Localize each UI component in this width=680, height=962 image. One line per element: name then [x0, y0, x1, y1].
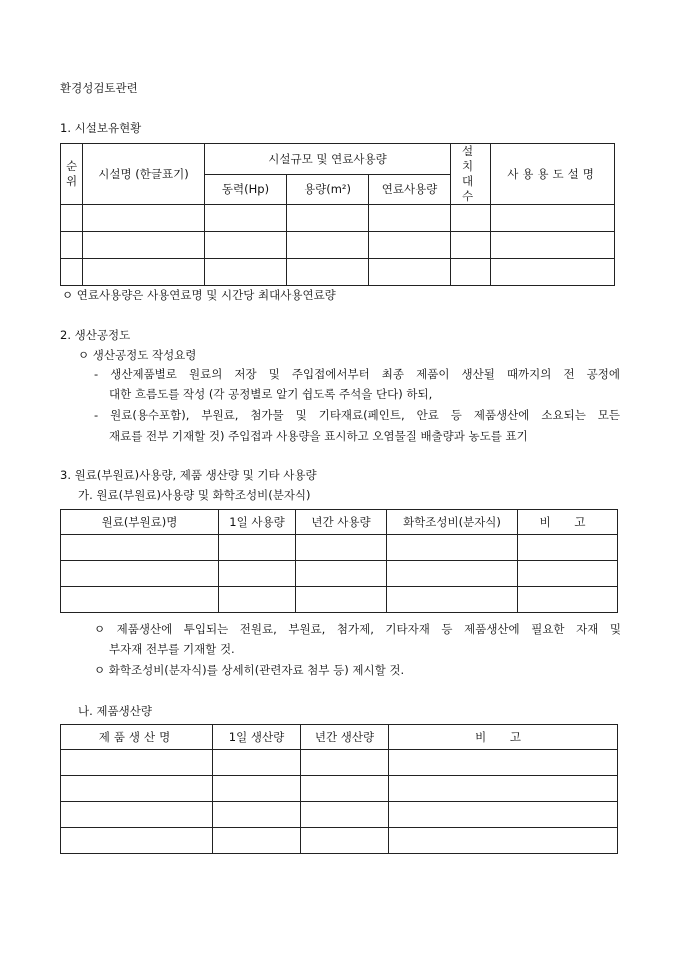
table-row — [61, 535, 618, 561]
table-row — [61, 258, 615, 285]
col-header-purpose: 사용용도설명 — [491, 144, 615, 205]
section2-sub: ㅇ 생산공정도 작성요령 — [78, 348, 197, 362]
section2-title: 2. 생산공정도 — [60, 328, 131, 342]
page-header: 환경성검토관련 — [60, 81, 138, 95]
table-row — [61, 561, 618, 587]
col-header-fuel: 연료사용량 — [369, 174, 451, 204]
product-table — [60, 724, 618, 854]
col-header-remarks: 비 고 — [518, 510, 618, 535]
process-item2-line2: 재료를 전부 기재할 것) 주입접과 사용량을 표시하고 오염물질 배출량과 농도를 표기 — [109, 429, 528, 443]
col-header-install-count: 설치대수 — [451, 144, 491, 205]
section3-sub-a: 가. 원료(부원료)사용량 및 화학조성비(분자식) — [78, 488, 311, 502]
col-header-chem-ratio: 화학조성비(분자식) — [387, 510, 518, 535]
material-table — [60, 509, 618, 613]
material-note1-line1: ㅇ 제품생산에 투입되는 전원료, 부원료, 첨가제, 기타자재 등 제품생산에 필요한 자재 및 — [94, 622, 621, 636]
table-row — [61, 802, 618, 828]
material-note1-line2: 부자재 전부를 기재할 것. — [109, 642, 235, 656]
table-row — [61, 828, 618, 854]
col-header-material-name: 원료(부원료)명 — [61, 510, 219, 535]
section3-title: 3. 원료(부원료)사용량, 제품 생산량 및 기타 사용량 — [60, 468, 317, 482]
table-row — [61, 776, 618, 802]
col-header-annual-output: 년간 생산량 — [301, 725, 389, 750]
table-row — [61, 231, 615, 258]
col-header-volume: 용량(m²) — [287, 174, 369, 204]
section3-sub-b: 나. 제품생산량 — [78, 704, 152, 718]
process-item1-line2: 대한 흐름도를 작성 (각 공정별로 알기 쉽도록 주석을 단다) 하되, — [109, 387, 433, 401]
table-row — [61, 587, 618, 613]
process-item1-line1: - 생산제품별로 원료의 저장 및 주입접에서부터 최종 제품이 생산될 때까지의 전 공정에 — [94, 367, 620, 381]
col-header-product-remarks: 비 고 — [389, 725, 618, 750]
fuel-note: ㅇ 연료사용량은 사용연료명 및 시간당 최대사용연료량 — [62, 288, 336, 302]
material-note2: ㅇ 화학조성비(분자식)를 상세히(관련자료 첨부 등) 제시할 것. — [94, 663, 405, 677]
col-header-no: 순위 — [61, 144, 83, 205]
section1-title: 1. 시설보유현황 — [60, 121, 142, 135]
facility-table — [60, 143, 615, 286]
process-item2-line1: - 원료(용수포함), 부원료, 첨가물 및 기타재료(페인트, 안료 등 제품생산에 소요되는 모든 — [94, 408, 620, 422]
col-header-daily-output: 1일 생산량 — [213, 725, 301, 750]
table-row — [61, 750, 618, 776]
col-header-product-name: 제품생산명 — [61, 725, 213, 750]
col-header-daily-use: 1일 사용량 — [219, 510, 296, 535]
col-header-scale-group: 시설규모 및 연료사용량 — [205, 144, 451, 175]
col-header-power: 동력(Hp) — [205, 174, 287, 204]
col-header-annual-use: 년간 사용량 — [296, 510, 387, 535]
table-row — [61, 204, 615, 231]
col-header-facility-name: 시설명 (한글표기) — [83, 144, 205, 205]
